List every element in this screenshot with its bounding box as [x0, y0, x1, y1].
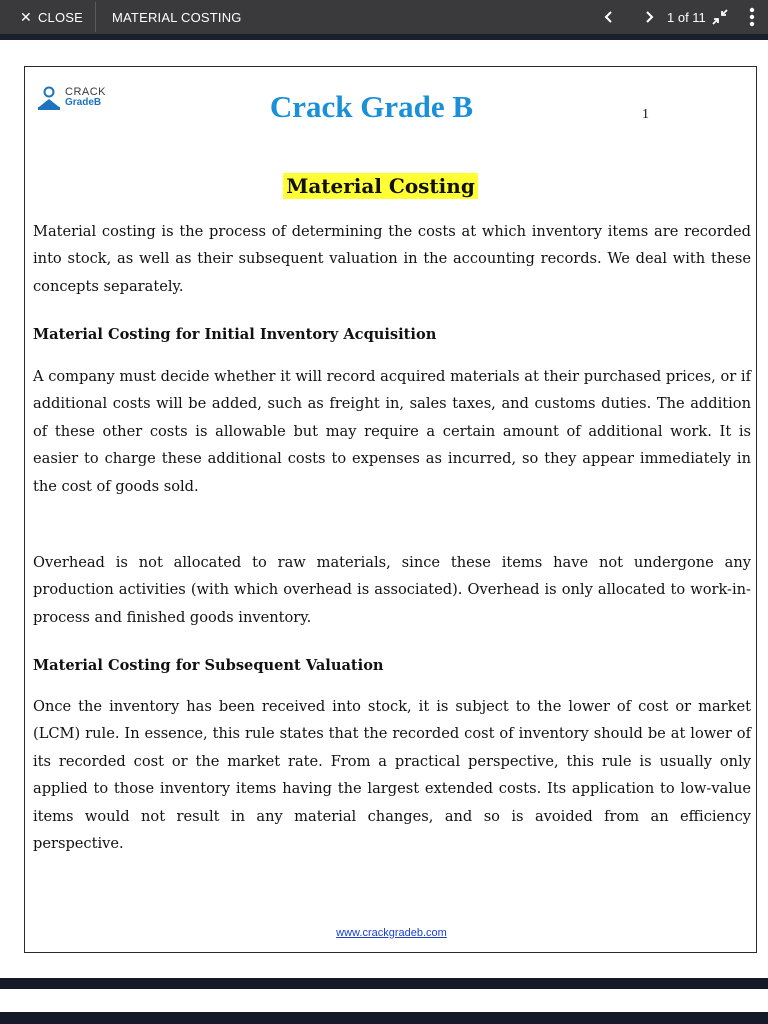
- more-options-button[interactable]: [740, 5, 764, 29]
- logo-text-crack: CRACK: [65, 86, 107, 98]
- next-page-button[interactable]: [638, 0, 660, 34]
- bottom-band-lower: [0, 1012, 768, 1024]
- chevron-right-icon: [644, 11, 654, 23]
- main-heading-container: [25, 173, 736, 199]
- toolbar-divider: [95, 2, 96, 32]
- footer-website-link[interactable]: www.crackgradeb.com: [336, 927, 447, 939]
- previous-page-button[interactable]: [598, 0, 620, 34]
- section2-paragraph-1: Once the inventory has been received into stock, it is subject to the lower of cost or market (LCM) rule. In essence, this rule states that the recorded cost of inventory should be at lower of its recorded cost or the market rate. From a practical perspective, this rule is usually only applied to those inventory items having the largest extended costs. Its application to low-value items would not result in any material changes, and so is avoided from an efficiency perspective.: [33, 698, 751, 853]
- main-heading: Material Costing: [283, 173, 478, 199]
- document-title: MATERIAL COSTING: [112, 9, 242, 25]
- section1-paragraph-2: Overhead is not allocated to raw materials, since these items have not undergone any production activities (with which overhead is associated). Overhead is only allocated to work-in-process and finished goods inventory.: [33, 554, 751, 626]
- section-heading-subsequent-valuation: Material Costing for Subsequent Valuation: [33, 657, 384, 674]
- close-button[interactable]: [0, 0, 94, 34]
- document-page: [24, 66, 757, 953]
- section1-paragraph-1: A company must decide whether it will record acquired materials at their purchased prices, or if additional costs will be added, such as freight in, sales taxes, and customs duties. The addition of these other costs is allowable but may require a certain amount of additional work. It is easier to charge these additional costs to expenses as incurred, so they appear immediately in the cost of goods sold.: [33, 368, 751, 495]
- page-indicator: 1 of 11: [667, 9, 706, 25]
- close-label: CLOSE: [37, 9, 84, 25]
- page-number: 1: [642, 107, 649, 122]
- brand-title: Crack Grade B: [269, 89, 474, 124]
- intro-paragraph: Material costing is the process of determining the costs at which inventory items are recorded into stock, as well as their subsequent valuation in the accounting records. We deal with these concepts separately.: [33, 223, 751, 295]
- chevron-left-icon: [604, 11, 614, 23]
- collapse-button[interactable]: [708, 5, 732, 29]
- viewer-toolbar: [0, 0, 768, 34]
- more-vertical-icon: [740, 5, 764, 29]
- section-heading-initial-acquisition: Material Costing for Initial Inventory Acquisition: [33, 326, 437, 343]
- bottom-band-upper: [0, 978, 768, 989]
- close-icon: ✕: [20, 9, 32, 25]
- toolbar-bottom-band: [0, 34, 768, 40]
- logo-text-gradeb: GradeB: [65, 97, 102, 108]
- collapse-icon: [708, 5, 732, 29]
